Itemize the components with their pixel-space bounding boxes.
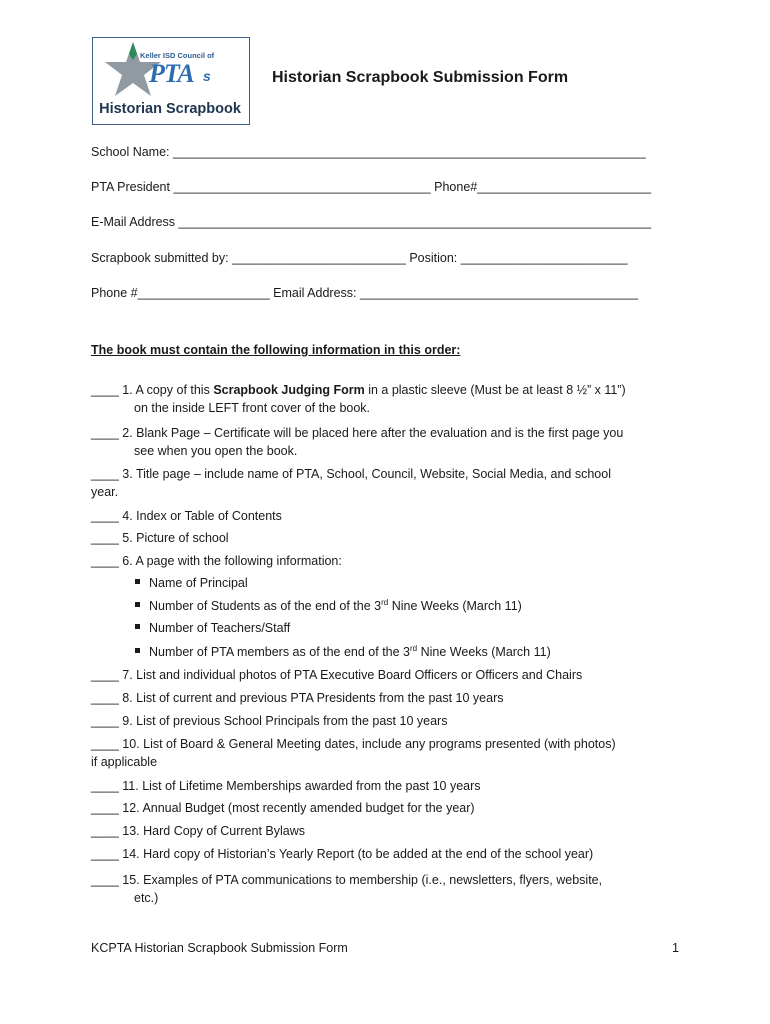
list-item: ____ 13. Hard Copy of Current Bylaws bbox=[91, 824, 305, 838]
scrapbook-submitted-by-field[interactable]: Scrapbook submitted by: _________________________ Position: ________________________ bbox=[91, 251, 628, 265]
kcpta-logo bbox=[92, 37, 250, 125]
bullet-item: Number of PTA members as of the end of the 3rd Nine Weeks (March 11) bbox=[135, 644, 551, 659]
list-item: ____ 7. List and individual photos of PTA Executive Board Officers or Officers and Chairs bbox=[91, 668, 583, 682]
list-item: ____ 1. A copy of this Scrapbook Judging Form in a plastic sleeve (Must be at least 8 ½” x 11”) on the inside LEFT front cover of the book. bbox=[91, 383, 626, 415]
bullet-item: Number of Students as of the end of the 3rd Nine Weeks (March 11) bbox=[135, 598, 522, 613]
pta-president-field[interactable]: PTA President _____________________________________ Phone#_________________________ bbox=[91, 180, 652, 194]
list-item: ____ 4. Index or Table of Contents bbox=[91, 509, 282, 523]
phone-email-field[interactable]: Phone #___________________ Email Address: ________________________________________ bbox=[91, 286, 639, 300]
list-item: ____ 8. List of current and previous PTA Presidents from the past 10 years bbox=[91, 691, 504, 705]
footer-title: KCPTA Historian Scrapbook Submission Form bbox=[91, 941, 348, 955]
list-item: ____ 3. Title page – include name of PTA, School, Council, Website, Social Media, and school year. bbox=[91, 467, 611, 499]
list-item: ____ 11. List of Lifetime Memberships awarded from the past 10 years bbox=[91, 779, 481, 793]
bullet-item: Name of Principal bbox=[135, 576, 248, 590]
bullet-item: Number of Teachers/Staff bbox=[135, 621, 290, 635]
list-item: ____ 10. List of Board & General Meeting dates, include any programs presented (with photos) if applicable bbox=[91, 737, 616, 769]
email-address-field[interactable]: E-Mail Address ____________________________________________________________________ bbox=[91, 215, 652, 229]
list-item: ____ 9. List of previous School Principals from the past 10 years bbox=[91, 714, 448, 728]
school-name-field[interactable]: School Name: ____________________________________________________________________ bbox=[91, 145, 646, 159]
logo-council-text: Keller ISD Council of bbox=[140, 51, 215, 60]
page-title: Historian Scrapbook Submission Form bbox=[272, 69, 569, 86]
list-item: ____ 5. Picture of school bbox=[91, 531, 229, 545]
list-item: ____ 6. A page with the following information: bbox=[91, 554, 342, 568]
list-item: ____ 12. Annual Budget (most recently amended budget for the year) bbox=[91, 801, 475, 815]
logo-pta-suffix: s bbox=[203, 68, 211, 84]
list-item: ____ 15. Examples of PTA communications to membership (i.e., newsletters, flyers, website, etc.) bbox=[91, 873, 603, 905]
list-item: ____ 14. Hard copy of Historian’s Yearly Report (to be added at the end of the school year) bbox=[91, 847, 594, 861]
logo-caption: Historian Scrapbook bbox=[99, 101, 241, 117]
page-number: 1 bbox=[672, 941, 679, 955]
list-item: ____ 2. Blank Page – Certificate will be placed here after the evaluation and is the first page you see when you open the book. bbox=[91, 426, 624, 458]
section-heading: The book must contain the following information in this order: bbox=[91, 343, 461, 357]
logo-pta-text: PTA bbox=[149, 59, 194, 88]
